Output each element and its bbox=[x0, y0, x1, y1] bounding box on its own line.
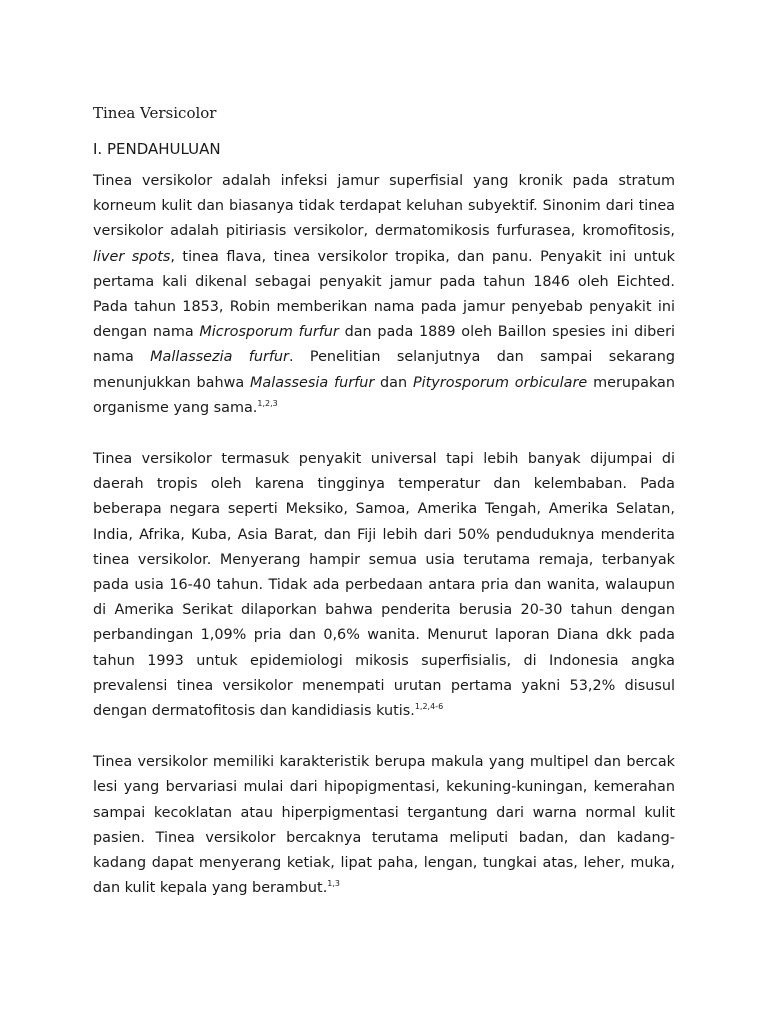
citation-superscript: 1,2,4-6 bbox=[414, 702, 444, 712]
text-run: merupakan organisme yang sama. bbox=[93, 374, 675, 416]
paragraph-introduction bbox=[93, 169, 675, 421]
italic-term: Pityrosporum orbiculare bbox=[412, 374, 588, 391]
citation-superscript: 1,2,3 bbox=[257, 398, 278, 408]
text-run: Tinea versikolor memiliki karakteristik berupa makula yang multipel dan bercak lesi yang bervariasi mulai dari hipopigmentasi, kekuning-kuningan, kemerahan sampai kecoklatan atau hiperpigmentasi tergantung dari warna normal kulit pasien. Tinea versikolor bercaknya terutama meliputi badan, dan kadang-kadang dapat menyerang ketiak, lipat paha, lengan, tungkai atas, leher, muka, dan kulit kepala yang berambut. bbox=[93, 754, 675, 897]
paragraph-epidemiology bbox=[93, 447, 675, 724]
text-run: Tinea versikolor termasuk penyakit universal tapi lebih banyak dijumpai di daerah tropis oleh karena tingginya temperatur dan kelembaban. Pada beberapa negara seperti Meksiko, Samoa, Amerika Tengah, Amerika Selatan, India, Afrika, Kuba, Asia Barat, dan Fiji lebih dari 50% penduduknya menderita tinea versikolor. Menyerang hampir semua usia terutama remaja, terbanyak pada usia 16-40 tahun. Tidak ada perbedaan antara pria dan wanita, walaupun di Amerika Serikat dilaporkan bahwa penderita berusia 20-30 tahun dengan perbandingan 1,09% pria dan 0,6% wanita. Menurut laporan Diana dkk pada tahun 1993 untuk epidemiologi mikosis superfisialis, di Indonesia angka prevalensi tinea versikolor menempati urutan pertama yakni 53,2% disusul dengan dermatofitosis dan kandidiasis kutis. bbox=[93, 451, 675, 720]
italic-term: Microsporum furfur bbox=[199, 324, 339, 341]
text-run: dan bbox=[374, 374, 413, 391]
text-run: Tinea versikolor adalah infeksi jamur superfisial yang kronik pada stratum korneum kulit dan biasanya tidak terdapat keluhan subyektif. Sinonim dari tinea versikolor adalah pitiriasis versikolor, dermatomikosis furfurasea, kromofitosis, bbox=[93, 173, 675, 240]
text-run: . Penelitian selanjutnya dan sampai sekarang menunjukkan bahwa bbox=[93, 349, 675, 391]
italic-term: Malassesia furfur bbox=[250, 374, 375, 391]
document-page bbox=[93, 100, 675, 901]
section-heading: I. PENDAHULUAN bbox=[93, 140, 221, 158]
italic-term: liver spots bbox=[93, 248, 171, 265]
document-title: Tinea Versicolor bbox=[93, 104, 217, 122]
italic-term: Mallassezia furfur bbox=[150, 349, 289, 366]
paragraph-characteristics bbox=[93, 750, 675, 901]
text-run: , tinea flava, tinea versikolor tropika, dan panu. Penyakit ini untuk pertama kali dikenal sebagai penyakit jamur pada tahun 1846 oleh Eichted. Pada tahun 1853, Robin memberikan nama pada jamur penyebab penyakit ini dengan nama bbox=[93, 248, 675, 341]
citation-superscript: 1,3 bbox=[327, 879, 341, 889]
text-run: dan pada 1889 oleh Baillon spesies ini diberi nama bbox=[93, 324, 676, 366]
